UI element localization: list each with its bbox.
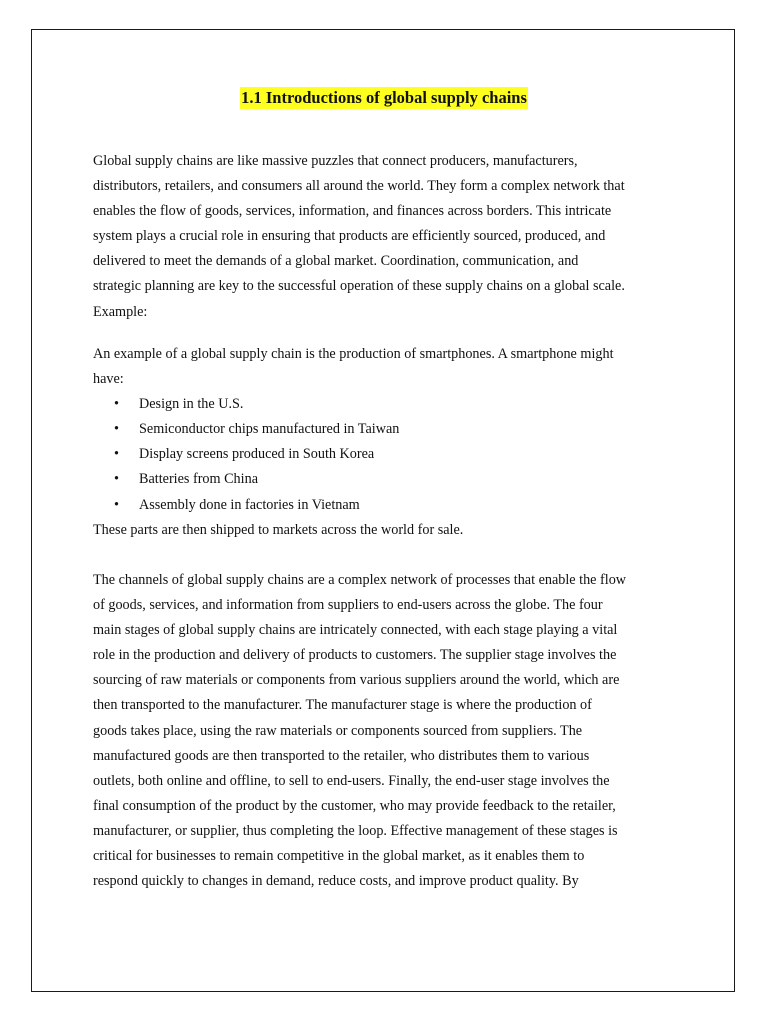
paragraph-line: strategic planning are key to the successful operation of these supply chains on a global scale. [93, 278, 625, 295]
paragraph-line: Global supply chains are like massive puzzles that connect producers, manufacturers, [93, 153, 578, 169]
list-item-text: Display screens produced in South Korea [139, 446, 375, 463]
list-item [93, 417, 674, 442]
bullet-list [93, 392, 674, 517]
bullet-icon: • [114, 496, 119, 513]
list-item [93, 493, 674, 518]
after-list-sentence: These parts are then shipped to markets across the world for sale. [93, 521, 464, 538]
paragraph-line: manufactured goods are then transported to the retailer, who distributes them to various [93, 747, 590, 764]
heading-container [0, 87, 768, 109]
paragraph-line: final consumption of the product by the customer, who may provide feedback to the retailer, [93, 797, 616, 814]
paragraph-line: manufacturer, or supplier, thus completing the loop. Effective management of these stages is [93, 822, 618, 839]
bullet-icon: • [114, 396, 119, 413]
paragraph-line: goods takes place, using the raw materials or components sourced from suppliers. The [93, 722, 583, 739]
paragraph-line: role in the production and delivery of products to customers. The supplier stage involves the [93, 647, 617, 664]
channels-paragraph [93, 568, 674, 894]
paragraph-line: delivered to meet the demands of a global market. Coordination, communication, and [93, 253, 579, 270]
section-heading: 1.1 Introductions of global supply chains [241, 88, 527, 107]
paragraph-line: outlets, both online and offline, to sell to end-users. Finally, the end-user stage involves the [93, 772, 610, 789]
paragraph-line: main stages of global supply chains are intricately connected, with each stage playing a vital [93, 622, 618, 639]
paragraph-line: of goods, services, and information from suppliers to end-users across the globe. The four [93, 597, 603, 614]
example-intro-line: have: [93, 371, 124, 388]
list-item-text: Batteries from China [139, 471, 258, 488]
paragraph-line: critical for businesses to remain competitive in the global market, as it enables them to [93, 848, 585, 865]
example-section [93, 342, 674, 543]
paragraph-line: The channels of global supply chains are a complex network of processes that enable the flow [93, 572, 627, 588]
list-item [93, 392, 674, 417]
list-item-text: Design in the U.S. [139, 396, 244, 413]
paragraph-line: enables the flow of goods, services, information, and finances across borders. This intricate [93, 203, 612, 220]
list-item-text: Semiconductor chips manufactured in Taiwan [139, 421, 400, 438]
bullet-icon: • [114, 446, 119, 463]
intro-paragraph [93, 149, 674, 325]
bullet-icon: • [114, 471, 119, 488]
bullet-icon: • [114, 421, 119, 438]
paragraph-line: sourcing of raw materials or components from various suppliers around the world, which are [93, 672, 620, 689]
paragraph-line: system plays a crucial role in ensuring that products are efficiently sourced, produced, and [93, 228, 606, 245]
paragraph-line: then transported to the manufacturer. The manufacturer stage is where the production of [93, 697, 592, 714]
paragraph-line: respond quickly to changes in demand, reduce costs, and improve product quality. By [93, 873, 579, 890]
example-label: Example: [93, 303, 148, 320]
list-item [93, 467, 674, 492]
example-intro-line: An example of a global supply chain is the production of smartphones. A smartphone might [93, 346, 614, 362]
list-item [93, 442, 674, 467]
list-item-text: Assembly done in factories in Vietnam [139, 496, 360, 513]
paragraph-line: distributors, retailers, and consumers all around the world. They form a complex network that [93, 178, 625, 195]
